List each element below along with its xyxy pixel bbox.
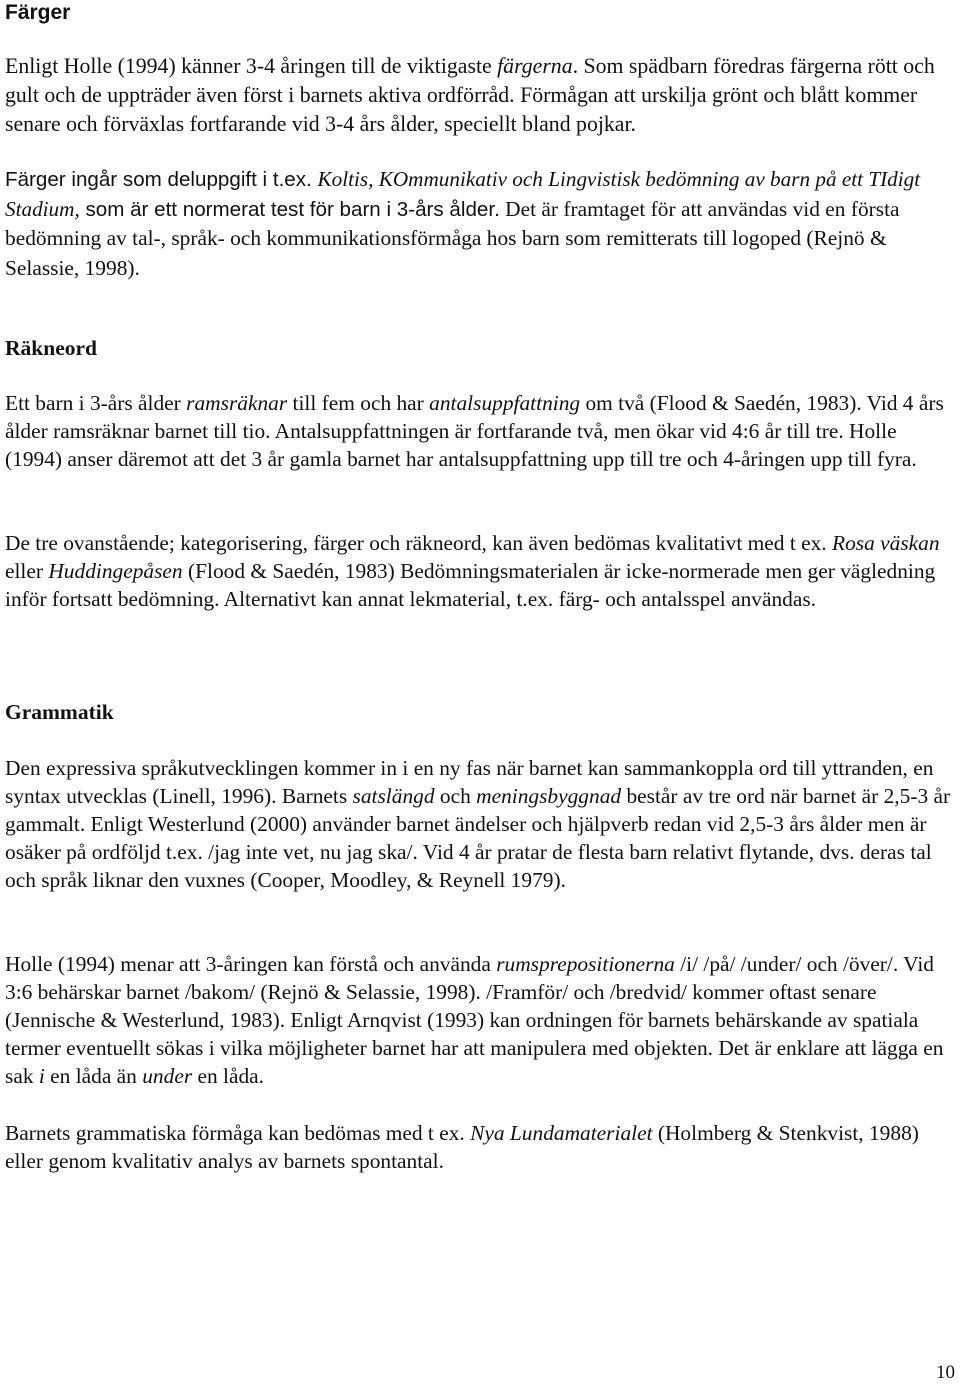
paragraph-grammatik-1: Den expressiva språkutvecklingen kommer in i en ny fas när barnet kan sammankoppla ord till yttranden, en syntax utvecklas (Linell, 1996). Barnets satslängd och meningsbyggnad består av tre ord när barnet är 2,5-3 år gammalt. Enligt Westerlund (2000) använder barnet ändelser och hjälpverb redan vid 2,5-3 års ålder men är osäker på ordföljd t.ex. /jag inte vet, nu jag ska/. Vid 4 år pratar de flesta barn relativt flytande, dvs. deras tal och språk liknar den vuxnes (Cooper, Moodley, & Reynell 1979).	[5, 756, 951, 893]
paragraph-rakneord-1: Ett barn i 3-års ålder ramsräknar till fem och har antalsuppfattning om två (Flood & Saedén, 1983). Vid 4 års ålder ramsräknar barnet till tio. Antalsuppfattningen är fortfarande två, men ökar vid 4:6 år till tre. Holle (1994) anser däremot att det 3 år gamla barnet har antalsuppfattning upp till tre och 4-åringen upp till fyra.	[5, 391, 944, 472]
page-number: 10	[936, 1362, 955, 1383]
heading-farger: Färger	[5, 1, 71, 24]
paragraph-grammatik-3: Barnets grammatiska förmåga kan bedömas med t ex. Nya Lundamaterialet (Holmberg & Stenkvist, 1988) eller genom kvalitativ analys av barnets spontantal.	[5, 1121, 919, 1174]
paragraph-farger-1: Enligt Holle (1994) känner 3-4 åringen till de viktigaste färgerna. Som spädbarn föredras färgerna rött och gult och de uppträder även först i barnets aktiva ordförråd. Förmågan att urskilja grönt och blått kommer senare och förväxlas fortfarande vid 3-4 års ålder, speciellt bland pojkar.	[5, 54, 935, 136]
paragraph-grammatik-2: Holle (1994) menar att 3-åringen kan förstå och använda rumsprepositionerna /i/ /på/ /under/ och /över/. Vid 3:6 behärskar barnet /bakom/ (Rejnö & Selassie, 1998). /Framför/ och /bredvid/ kommer oftast senare (Jennische & Westerlund, 1983). Enligt Arnqvist (1993) kan ordningen för barnets behärskande av spatiala termer eventuellt sökas i vilka möjligheter barnet har att manipulera med objekten. Det är enklare att lägga en sak i en låda än under en låda.	[5, 952, 944, 1089]
heading-grammatik: Grammatik	[5, 700, 114, 724]
paragraph-farger-2: Färger ingår som deluppgift i t.ex. Koltis, KOmmunikativ och Lingvistisk bedömning av barn på ett TIdigt Stadium, som är ett normerat test för barn i 3-års ålder. Det är framtaget för att användas vid en första bedömning av tal-, språk- och kommunikationsförmåga hos barn som remitterats till logoped (Rejnö & Selassie, 1998).	[5, 167, 921, 281]
paragraph-rakneord-2: De tre ovanstående; kategorisering, färger och räkneord, kan även bedömas kvalitativt med t ex. Rosa väskan eller Huddingepåsen (Flood & Saedén, 1983) Bedömningsmaterialen är icke-normerade men ger vägledning inför fortsatt bedömning. Alternativt kan annat lekmaterial, t.ex. färg- och antalsspel användas.	[5, 531, 940, 612]
heading-rakneord: Räkneord	[5, 336, 97, 360]
